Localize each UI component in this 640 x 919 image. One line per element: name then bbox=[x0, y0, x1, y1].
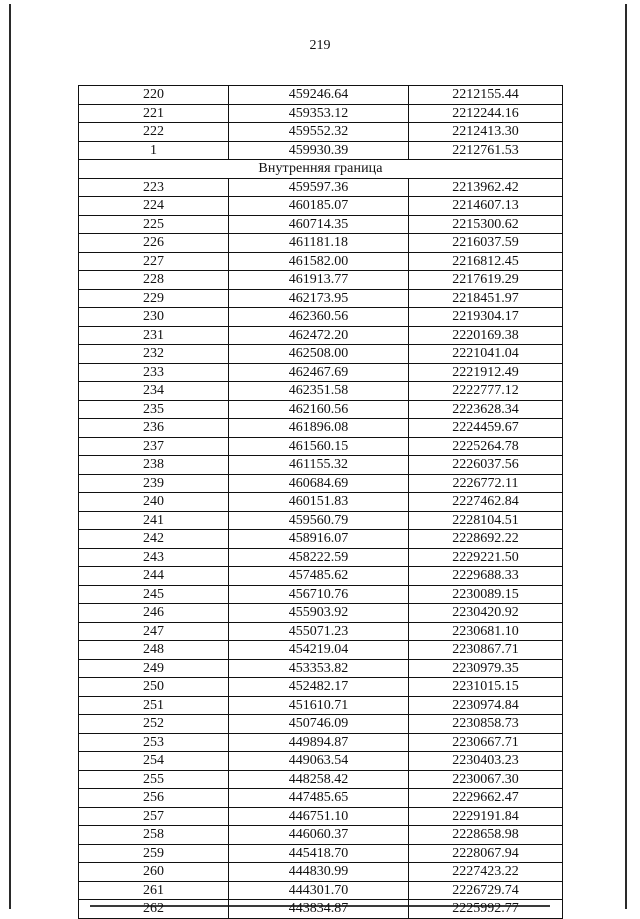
point-number-cell: 237 bbox=[79, 437, 229, 456]
y-coordinate-cell: 2225992.77 bbox=[409, 900, 563, 919]
x-coordinate-cell: 460684.69 bbox=[229, 474, 409, 493]
point-number-cell: 229 bbox=[79, 289, 229, 308]
point-number-cell: 220 bbox=[79, 86, 229, 105]
y-coordinate-cell: 2230867.71 bbox=[409, 641, 563, 660]
y-coordinate-cell: 2212244.16 bbox=[409, 104, 563, 123]
y-coordinate-cell: 2227462.84 bbox=[409, 493, 563, 512]
x-coordinate-cell: 462160.56 bbox=[229, 400, 409, 419]
point-number-cell: 221 bbox=[79, 104, 229, 123]
table-row bbox=[79, 641, 563, 660]
x-coordinate-cell: 445418.70 bbox=[229, 844, 409, 863]
y-coordinate-cell: 2230858.73 bbox=[409, 715, 563, 734]
table-row bbox=[79, 604, 563, 623]
table-row bbox=[79, 456, 563, 475]
y-coordinate-cell: 2219304.17 bbox=[409, 308, 563, 327]
table-row bbox=[79, 271, 563, 290]
x-coordinate-cell: 462472.20 bbox=[229, 326, 409, 345]
point-number-cell: 257 bbox=[79, 807, 229, 826]
table-row bbox=[79, 807, 563, 826]
y-coordinate-cell: 2216037.59 bbox=[409, 234, 563, 253]
point-number-cell: 242 bbox=[79, 530, 229, 549]
y-coordinate-cell: 2229221.50 bbox=[409, 548, 563, 567]
x-coordinate-cell: 455071.23 bbox=[229, 622, 409, 641]
y-coordinate-cell: 2217619.29 bbox=[409, 271, 563, 290]
table-row bbox=[79, 622, 563, 641]
y-coordinate-cell: 2225264.78 bbox=[409, 437, 563, 456]
y-coordinate-cell: 2222777.12 bbox=[409, 382, 563, 401]
x-coordinate-cell: 449063.54 bbox=[229, 752, 409, 771]
table-row bbox=[79, 752, 563, 771]
table-row bbox=[79, 289, 563, 308]
y-coordinate-cell: 2230681.10 bbox=[409, 622, 563, 641]
table-row bbox=[79, 493, 563, 512]
y-coordinate-cell: 2227423.22 bbox=[409, 863, 563, 882]
point-number-cell: 250 bbox=[79, 678, 229, 697]
y-coordinate-cell: 2230403.23 bbox=[409, 752, 563, 771]
point-number-cell: 246 bbox=[79, 604, 229, 623]
point-number-cell: 258 bbox=[79, 826, 229, 845]
x-coordinate-cell: 458916.07 bbox=[229, 530, 409, 549]
point-number-cell: 236 bbox=[79, 419, 229, 438]
y-coordinate-cell: 2220169.38 bbox=[409, 326, 563, 345]
x-coordinate-cell: 461155.32 bbox=[229, 456, 409, 475]
table-row bbox=[79, 437, 563, 456]
y-coordinate-cell: 2213962.42 bbox=[409, 178, 563, 197]
point-number-cell: 223 bbox=[79, 178, 229, 197]
x-coordinate-cell: 447485.65 bbox=[229, 789, 409, 808]
x-coordinate-cell: 461913.77 bbox=[229, 271, 409, 290]
x-coordinate-cell: 446060.37 bbox=[229, 826, 409, 845]
point-number-cell: 251 bbox=[79, 696, 229, 715]
y-coordinate-cell: 2226037.56 bbox=[409, 456, 563, 475]
point-number-cell: 243 bbox=[79, 548, 229, 567]
y-coordinate-cell: 2230089.15 bbox=[409, 585, 563, 604]
table-row bbox=[79, 567, 563, 586]
table-row bbox=[79, 382, 563, 401]
x-coordinate-cell: 455903.92 bbox=[229, 604, 409, 623]
coordinates-table bbox=[78, 85, 563, 919]
table-row bbox=[79, 881, 563, 900]
x-coordinate-cell: 450746.09 bbox=[229, 715, 409, 734]
table-row bbox=[79, 678, 563, 697]
point-number-cell: 256 bbox=[79, 789, 229, 808]
point-number-cell: 1 bbox=[79, 141, 229, 160]
x-coordinate-cell: 454219.04 bbox=[229, 641, 409, 660]
x-coordinate-cell: 457485.62 bbox=[229, 567, 409, 586]
point-number-cell: 255 bbox=[79, 770, 229, 789]
point-number-cell: 222 bbox=[79, 123, 229, 142]
y-coordinate-cell: 2212761.53 bbox=[409, 141, 563, 160]
point-number-cell: 225 bbox=[79, 215, 229, 234]
y-coordinate-cell: 2228067.94 bbox=[409, 844, 563, 863]
x-coordinate-cell: 462360.56 bbox=[229, 308, 409, 327]
y-coordinate-cell: 2212155.44 bbox=[409, 86, 563, 105]
x-coordinate-cell: 448258.42 bbox=[229, 770, 409, 789]
y-coordinate-cell: 2230974.84 bbox=[409, 696, 563, 715]
table-row bbox=[79, 789, 563, 808]
x-coordinate-cell: 460151.83 bbox=[229, 493, 409, 512]
x-coordinate-cell: 443834.87 bbox=[229, 900, 409, 919]
table-row bbox=[79, 715, 563, 734]
table-row bbox=[79, 844, 563, 863]
y-coordinate-cell: 2223628.34 bbox=[409, 400, 563, 419]
point-number-cell: 228 bbox=[79, 271, 229, 290]
point-number-cell: 254 bbox=[79, 752, 229, 771]
table-row bbox=[79, 585, 563, 604]
point-number-cell: 252 bbox=[79, 715, 229, 734]
x-coordinate-cell: 451610.71 bbox=[229, 696, 409, 715]
y-coordinate-cell: 2228104.51 bbox=[409, 511, 563, 530]
table-row bbox=[79, 178, 563, 197]
y-coordinate-cell: 2228658.98 bbox=[409, 826, 563, 845]
table-row bbox=[79, 345, 563, 364]
table-row bbox=[79, 400, 563, 419]
section-row bbox=[79, 160, 563, 179]
x-coordinate-cell: 453353.82 bbox=[229, 659, 409, 678]
x-coordinate-cell: 458222.59 bbox=[229, 548, 409, 567]
point-number-cell: 259 bbox=[79, 844, 229, 863]
table-row bbox=[79, 548, 563, 567]
point-number-cell: 232 bbox=[79, 345, 229, 364]
y-coordinate-cell: 2221041.04 bbox=[409, 345, 563, 364]
table-row bbox=[79, 123, 563, 142]
y-coordinate-cell: 2229191.84 bbox=[409, 807, 563, 826]
x-coordinate-cell: 462467.69 bbox=[229, 363, 409, 382]
table-row bbox=[79, 197, 563, 216]
point-number-cell: 249 bbox=[79, 659, 229, 678]
x-coordinate-cell: 462351.58 bbox=[229, 382, 409, 401]
y-coordinate-cell: 2230067.30 bbox=[409, 770, 563, 789]
table-row bbox=[79, 215, 563, 234]
y-coordinate-cell: 2229688.33 bbox=[409, 567, 563, 586]
table-row bbox=[79, 326, 563, 345]
x-coordinate-cell: 461582.00 bbox=[229, 252, 409, 271]
table-row bbox=[79, 696, 563, 715]
y-coordinate-cell: 2226729.74 bbox=[409, 881, 563, 900]
table-row bbox=[79, 363, 563, 382]
table-row bbox=[79, 900, 563, 919]
point-number-cell: 262 bbox=[79, 900, 229, 919]
section-title: Внутренняя граница bbox=[79, 160, 563, 179]
table-row bbox=[79, 530, 563, 549]
point-number-cell: 230 bbox=[79, 308, 229, 327]
point-number-cell: 260 bbox=[79, 863, 229, 882]
table-row bbox=[79, 141, 563, 160]
point-number-cell: 240 bbox=[79, 493, 229, 512]
table-row bbox=[79, 104, 563, 123]
y-coordinate-cell: 2230667.71 bbox=[409, 733, 563, 752]
x-coordinate-cell: 459597.36 bbox=[229, 178, 409, 197]
y-coordinate-cell: 2228692.22 bbox=[409, 530, 563, 549]
table-row bbox=[79, 733, 563, 752]
y-coordinate-cell: 2221912.49 bbox=[409, 363, 563, 382]
point-number-cell: 226 bbox=[79, 234, 229, 253]
table-row bbox=[79, 86, 563, 105]
point-number-cell: 234 bbox=[79, 382, 229, 401]
table-row bbox=[79, 511, 563, 530]
point-number-cell: 261 bbox=[79, 881, 229, 900]
y-coordinate-cell: 2230420.92 bbox=[409, 604, 563, 623]
table-section-header bbox=[79, 160, 563, 179]
table-row bbox=[79, 474, 563, 493]
x-coordinate-cell: 460714.35 bbox=[229, 215, 409, 234]
point-number-cell: 235 bbox=[79, 400, 229, 419]
point-number-cell: 247 bbox=[79, 622, 229, 641]
y-coordinate-cell: 2216812.45 bbox=[409, 252, 563, 271]
x-coordinate-cell: 461896.08 bbox=[229, 419, 409, 438]
point-number-cell: 241 bbox=[79, 511, 229, 530]
y-coordinate-cell: 2212413.30 bbox=[409, 123, 563, 142]
x-coordinate-cell: 456710.76 bbox=[229, 585, 409, 604]
x-coordinate-cell: 459353.12 bbox=[229, 104, 409, 123]
x-coordinate-cell: 459560.79 bbox=[229, 511, 409, 530]
x-coordinate-cell: 459930.39 bbox=[229, 141, 409, 160]
table-body-after-section bbox=[79, 178, 563, 918]
table-row bbox=[79, 234, 563, 253]
table-row bbox=[79, 419, 563, 438]
x-coordinate-cell: 462173.95 bbox=[229, 289, 409, 308]
x-coordinate-cell: 461181.18 bbox=[229, 234, 409, 253]
point-number-cell: 224 bbox=[79, 197, 229, 216]
point-number-cell: 248 bbox=[79, 641, 229, 660]
y-coordinate-cell: 2231015.15 bbox=[409, 678, 563, 697]
point-number-cell: 244 bbox=[79, 567, 229, 586]
y-coordinate-cell: 2215300.62 bbox=[409, 215, 563, 234]
x-coordinate-cell: 462508.00 bbox=[229, 345, 409, 364]
page-number: 219 bbox=[309, 38, 331, 53]
point-number-cell: 238 bbox=[79, 456, 229, 475]
x-coordinate-cell: 452482.17 bbox=[229, 678, 409, 697]
point-number-cell: 245 bbox=[79, 585, 229, 604]
x-coordinate-cell: 459552.32 bbox=[229, 123, 409, 142]
y-coordinate-cell: 2224459.67 bbox=[409, 419, 563, 438]
point-number-cell: 227 bbox=[79, 252, 229, 271]
x-coordinate-cell: 446751.10 bbox=[229, 807, 409, 826]
x-coordinate-cell: 449894.87 bbox=[229, 733, 409, 752]
table-row bbox=[79, 770, 563, 789]
table-body-before-section bbox=[79, 86, 563, 160]
x-coordinate-cell: 444830.99 bbox=[229, 863, 409, 882]
table-row bbox=[79, 863, 563, 882]
point-number-cell: 253 bbox=[79, 733, 229, 752]
x-coordinate-cell: 461560.15 bbox=[229, 437, 409, 456]
table-row bbox=[79, 826, 563, 845]
y-coordinate-cell: 2214607.13 bbox=[409, 197, 563, 216]
point-number-cell: 233 bbox=[79, 363, 229, 382]
y-coordinate-cell: 2226772.11 bbox=[409, 474, 563, 493]
y-coordinate-cell: 2230979.35 bbox=[409, 659, 563, 678]
x-coordinate-cell: 444301.70 bbox=[229, 881, 409, 900]
x-coordinate-cell: 459246.64 bbox=[229, 86, 409, 105]
table-row bbox=[79, 308, 563, 327]
table-row bbox=[79, 252, 563, 271]
table-row bbox=[79, 659, 563, 678]
y-coordinate-cell: 2218451.97 bbox=[409, 289, 563, 308]
x-coordinate-cell: 460185.07 bbox=[229, 197, 409, 216]
point-number-cell: 231 bbox=[79, 326, 229, 345]
point-number-cell: 239 bbox=[79, 474, 229, 493]
y-coordinate-cell: 2229662.47 bbox=[409, 789, 563, 808]
